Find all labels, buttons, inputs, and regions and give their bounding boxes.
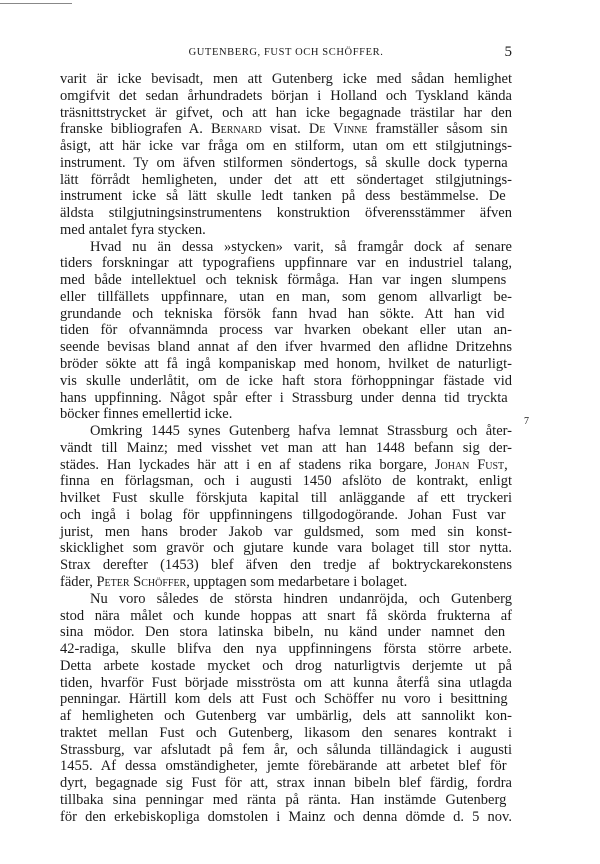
text-segment: Strax derefter (1453) blef äfven den tredje af boktryckarekonstens: [60, 557, 512, 574]
text-line: [60, 775, 512, 792]
text-segment: med både intellektuel och teknisk förmåga. Han var ingen slumpens: [60, 272, 507, 289]
text-line: [60, 390, 512, 407]
text-line: [60, 473, 512, 490]
text-line: [60, 524, 512, 541]
page-number: 5: [504, 44, 512, 60]
text-segment: dyrt, begagnade sig Fust för att, strax innan bibeln blef färdig, fordra: [60, 775, 512, 792]
text-segment: seende bevisas bland annat af den ifver hvarmed den aflidne Dritzehns: [60, 339, 512, 356]
text-segment: träsnittstrycket är gifvet, och att han icke begagnade trästilar har den: [60, 104, 512, 121]
text-line: [60, 507, 512, 524]
proper-name: Bernard: [210, 121, 262, 138]
text-line: [60, 289, 512, 306]
text-segment: Nu voro således de största hindren undanröjda, och Gutenberg: [90, 590, 512, 607]
text-segment: åsigt, att här icke var fråga om en stilform, utan om ett stilgjutnings-: [60, 138, 512, 155]
text-segment: , upptagen som medarbetare i bolaget.: [186, 573, 408, 590]
text-line: [60, 373, 512, 390]
text-segment: tiden, hvarför Fust började misströsta om att kunna återfå sina utlagda: [60, 674, 512, 691]
text-line: [60, 172, 512, 189]
text-segment: af hemligheten och Gutenberg var umbärlig, dels att sannolikt kon-: [60, 708, 512, 725]
text-line: [60, 121, 512, 138]
text-segment: och ingå i bolag för uppfinningens tillgodogörande. Johan Fust var: [60, 506, 506, 523]
text-line: [60, 624, 512, 641]
text-line: [60, 574, 512, 591]
text-segment: Detta arbete kostade mycket och drog naturligtvis derjemte ut på: [60, 657, 512, 674]
text-line: [60, 138, 512, 155]
text-segment: för den erkebiskopliga domstolen i Mainz och denna dömde d. 5 nov.: [60, 808, 512, 825]
text-segment: Hvad nu än dessa »stycken» varit, så framgår dock af senare: [90, 238, 512, 255]
proper-name: Johan Fust: [434, 456, 505, 473]
text-line: [60, 608, 512, 625]
running-head-title: GUTENBERG, FUST OCH SCHÖFFER.: [188, 47, 384, 58]
text-segment: grundande och tekniska försök fann hvad han sökte. Att han vid: [60, 305, 505, 322]
text-segment: fäder,: [60, 573, 97, 590]
scan-artifact-line: [0, 3, 72, 4]
text-line: [60, 641, 512, 658]
text-line: [60, 457, 512, 474]
text-line: [60, 105, 512, 122]
text-segment: Strassburg, var afslutadt på fem år, och sålunda tilländagick i augusti: [60, 741, 512, 758]
text-segment: med antalet fyra stycken.: [60, 221, 206, 238]
text-line: [60, 272, 512, 289]
text-line: [60, 71, 512, 88]
text-line: [60, 675, 512, 692]
proper-name: De Vinne: [308, 121, 368, 138]
text-segment: tillbaka sina penningar med ränta på ränta. Han instämde Gutenberg: [60, 791, 507, 808]
margin-note: 7: [524, 416, 529, 427]
text-segment: traktet mellan Fust och Gutenberg, likasom den senares kontrakt i: [60, 724, 512, 741]
text-line: [60, 708, 512, 725]
text-segment: städes. Han lyckades här att i en af stadens rika borgare,: [60, 456, 435, 473]
text-segment: hans uppfinning. Något spår efter i Strassburg under denna tid tryckta: [60, 389, 508, 406]
text-segment: tiden för ofvannämnda process var hvarken obekant eller utan an-: [60, 322, 512, 339]
text-segment: instrument. Ty om äfven stilformen söndertogs, så skulle dock typerna: [60, 154, 508, 171]
text-segment: böcker finnes emellertid icke.: [60, 406, 233, 423]
text-line: [60, 423, 512, 440]
text-segment: jurist, men hans broder Jakob var guldsmed, som med sin konst-: [60, 523, 512, 540]
text-line: [60, 188, 512, 205]
text-segment: 1455. Af dessa omständigheter, jemte förebärande att arbetet blef för: [60, 758, 507, 775]
text-line: [60, 557, 512, 574]
body-text: [60, 71, 512, 825]
text-line: [60, 255, 512, 272]
text-line: [60, 155, 512, 172]
text-line: [60, 239, 512, 256]
text-line: [60, 339, 512, 356]
text-segment: eller tillfällets uppfinnare, utan en man, som genom allvarligt be-: [60, 288, 512, 305]
text-segment: bröder sökte att få ingå kompaniskap med honom, hvilket de naturligt-: [60, 356, 512, 373]
text-segment: hvilket Fust skulle förskjuta kapital till anläggande af ett tryckeri: [60, 490, 512, 507]
text-line: [60, 658, 512, 675]
text-segment: Omkring 1445 synes Gutenberg hafva lemnat Strassburg och åter-: [90, 423, 512, 440]
text-line: [60, 222, 512, 239]
text-line: [60, 591, 512, 608]
text-segment: skicklighet som gravör och gjutare kunde vara bolaget till stor nytta.: [60, 540, 512, 557]
text-line: [60, 758, 512, 775]
text-segment: penningar. Härtill kom dels att Fust och Schöffer nu voro i besittning: [60, 691, 508, 708]
text-segment: äldsta stilgjutningsinstrumentens konstruktion öfverensstämmer äfven: [60, 205, 512, 222]
text-line: [60, 205, 512, 222]
running-head: [60, 46, 512, 62]
text-segment: vändt till Mainz; med visshet vet man att han 1448 befann sig der-: [60, 439, 512, 456]
text-segment: visat.: [261, 121, 309, 138]
text-segment: lätt förrådt hemligheten, under det att ett söndertaget stilgjutnings-: [60, 171, 512, 188]
text-line: [60, 742, 512, 759]
text-line: [60, 725, 512, 742]
text-segment: tiders forskningar att typografiens uppfinnare var en industriel talang,: [60, 255, 512, 272]
text-segment: finna en förlagsman, och i augusti 1450 afslöto de kontrakt, enligt: [60, 473, 512, 490]
text-segment: stod nära målet och kunde hoppas att snart få skörda frukterna af: [60, 607, 512, 624]
text-line: [60, 322, 512, 339]
text-segment: instrument icke så lätt skulle ledt tanken på dess bestämmelse. De: [60, 188, 506, 205]
text-segment: 42-radiga, skulle blifva den nya uppfinningens första större arbete.: [60, 641, 512, 658]
text-line: [60, 809, 512, 826]
text-segment: sina mödor. Den stora latinska bibeln, nu känd under namnet den: [60, 624, 506, 641]
text-segment: ,: [504, 456, 508, 473]
text-line: [60, 540, 512, 557]
text-line: [60, 356, 512, 373]
text-line: [60, 490, 512, 507]
text-segment: franske bibliografen A.: [60, 121, 211, 138]
text-line: [60, 691, 512, 708]
text-line: [60, 88, 512, 105]
text-line: [60, 792, 512, 809]
text-segment: framställer såsom sin: [367, 121, 508, 138]
proper-name: Peter Schöffer: [96, 573, 187, 590]
text-line: [60, 440, 512, 457]
text-line: [60, 306, 512, 323]
text-segment: vis skulle underlåtit, om de icke haft stora förhoppningar fästade vid: [60, 372, 512, 389]
text-segment: varit är icke bevisadt, men att Gutenberg icke med sådan hemlighet: [60, 71, 512, 87]
text-line: [60, 406, 512, 423]
text-segment: omgifvit det sedan århundradets början i Holland och Tyskland kända: [60, 87, 512, 104]
